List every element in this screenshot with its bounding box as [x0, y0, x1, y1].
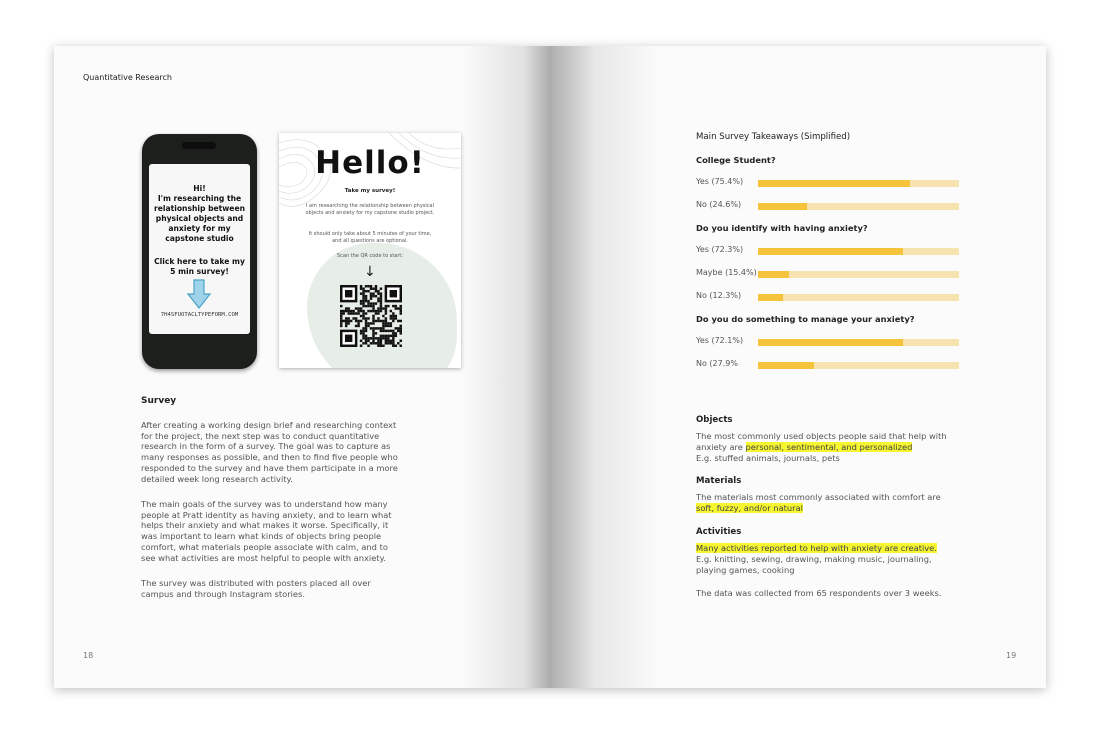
materials-heading: Materials [696, 476, 742, 486]
qr-code[interactable] [340, 285, 402, 347]
survey-paragraph-2: The main goals of the survey was to understand how many people at Pratt identity as having anxiety, and to learn what helps their anxiety and what makes it worse. Specifically, it was important to learn what kinds of objects bring people comfort, what materials people associate with calm, and to see what activities are most helpful to people with anxiety. [141, 499, 392, 563]
bar-fill [758, 339, 903, 346]
bar-label: Yes (72.3%) [696, 245, 744, 254]
bar-row [696, 336, 966, 348]
bar-label: No (27.9% [696, 359, 738, 368]
phone-notch [182, 142, 216, 149]
objects-text: The most commonly used objects people said that help with anxiety are personal, sentimental, and personalized E.g. stuffed animals, journals, pets [696, 431, 947, 463]
phone-mockup [142, 134, 257, 369]
bar-row [696, 177, 966, 189]
bar-label: Yes (75.4%) [696, 177, 744, 186]
phone-screen [149, 164, 250, 334]
page-header: Quantitative Research [83, 73, 172, 82]
poster-title: Hello! [315, 145, 425, 181]
highlight: personal, sentimental, and personalized [745, 442, 913, 452]
survey-poster [279, 133, 461, 368]
takeaways-title: Main Survey Takeaways (Simplified) [696, 132, 851, 142]
right-page [551, 46, 1046, 688]
materials-text: The materials most commonly associated with comfort are soft, fuzzy, and/or natural [696, 492, 941, 513]
page-number: 19 [1006, 651, 1017, 660]
gutter-shadow [461, 46, 551, 688]
bar-row [696, 268, 966, 280]
question-heading: Do you do something to manage your anxiety? [696, 314, 915, 324]
highlight: Many activities reported to help with anxiety are creative. [696, 543, 937, 553]
poster-paragraph-2: It should only take about 5 minutes of your time, and all questions are optional. [308, 231, 432, 244]
poster-paragraph-1: I am researching the relationship between physical objects and anxiety for my capstone studio project. [305, 203, 435, 216]
left-page [54, 46, 551, 688]
bar-row [696, 245, 966, 257]
bar-row [696, 200, 966, 212]
phone-message: Hi! I'm researching the relationship between physical objects and anxiety for my capstone studio [153, 184, 246, 243]
bar-track [758, 203, 959, 210]
phone-cta: Click here to take my 5 min survey! [154, 257, 245, 276]
survey-paragraph-3: The survey was distributed with posters placed all over campus and through Instagram stories. [141, 578, 371, 599]
data-note: The data was collected from 65 respondents over 3 weeks. [696, 588, 942, 598]
bar-track [758, 362, 959, 369]
arrow-down-icon: ↓ [364, 264, 376, 280]
arrow-down-icon [187, 279, 211, 309]
bar-row [696, 291, 966, 303]
objects-heading: Objects [696, 415, 733, 425]
bar-row [696, 359, 966, 371]
activities-heading: Activities [696, 527, 742, 537]
survey-link: 7H4SFUOTACLTYPEFORM.COM [160, 312, 239, 318]
page-number: 18 [83, 651, 94, 660]
survey-heading: Survey [141, 396, 177, 406]
activities-text: Many activities reported to help with anxiety are creative. E.g. knitting, sewing, drawing, making music, journaling, playing games, cooking [696, 543, 937, 575]
bar-fill [758, 203, 807, 210]
question-heading: Do you identify with having anxiety? [696, 223, 868, 233]
bar-label: Yes (72.1%) [696, 336, 744, 345]
bar-track [758, 339, 959, 346]
bar-fill [758, 271, 789, 278]
bar-label: No (24.6%) [696, 200, 742, 209]
bar-fill [758, 294, 783, 301]
bar-label: Maybe (15.4%) [696, 268, 757, 277]
gutter-shadow [551, 46, 661, 688]
bar-fill [758, 180, 910, 187]
bar-track [758, 294, 959, 301]
book-spread [54, 46, 1046, 688]
bar-label: No (12.3%) [696, 291, 742, 300]
poster-paragraph-3: Scan the QR code to start: [336, 253, 404, 259]
bar-track [758, 248, 959, 255]
bar-track [758, 271, 959, 278]
highlight: soft, fuzzy, and/or natural [696, 503, 803, 513]
question-heading: College Student? [696, 155, 776, 165]
bar-fill [758, 362, 814, 369]
bar-fill [758, 248, 903, 255]
survey-paragraph-1: After creating a working design brief and researching context for the project, the next step was to conduct quantitative research in the form of a survey. The goal was to capture as many responses as possible, and then to find five people who responded to the survey and have them participate in a more detailed week long research activity. [141, 420, 398, 484]
bar-track [758, 180, 959, 187]
poster-subtitle: Take my survey! [344, 188, 396, 194]
